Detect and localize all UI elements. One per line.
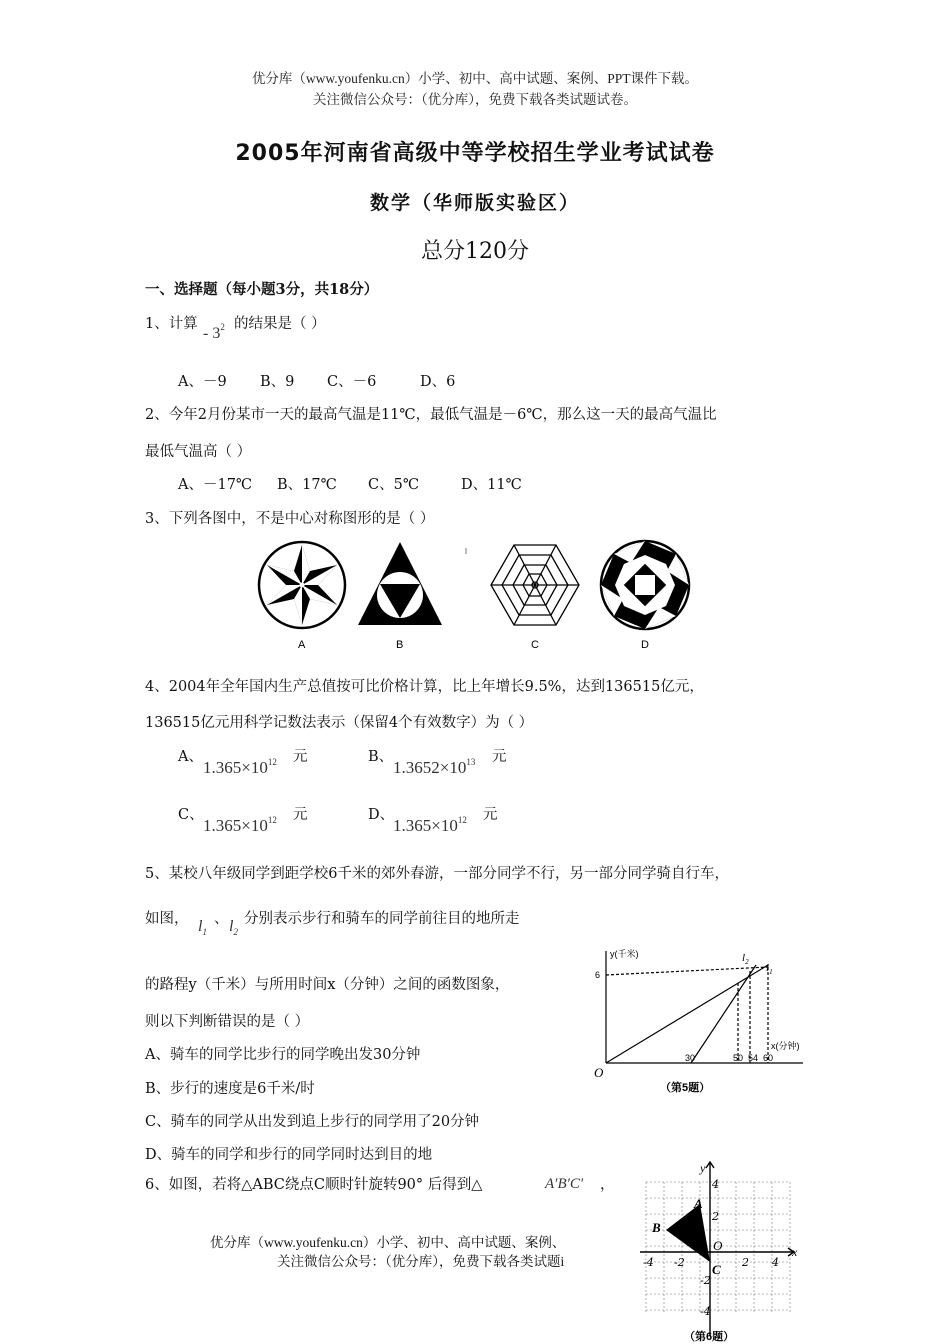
q3-figures xyxy=(250,535,700,655)
point-a-label: A xyxy=(694,1196,703,1211)
q5-line-1: 5、某校八年级同学到距学校6千米的郊外春游，一部分同学不行，另一部分同学骑自行车， xyxy=(145,866,729,882)
figure-b-label: B xyxy=(396,639,404,651)
q5-line-2-pre: 如图， xyxy=(145,911,189,927)
point-b-label: B xyxy=(652,1220,661,1235)
q5-caption: （第5题） xyxy=(660,1082,711,1094)
y-tick-neg2: -2 xyxy=(700,1274,711,1287)
q1-stem-after: 的结果是（ ） xyxy=(234,316,326,332)
y-tick-2: 2 xyxy=(712,1210,719,1223)
figure-d-label: D xyxy=(641,639,649,651)
y-tick-neg4: -4 xyxy=(700,1305,711,1318)
q6-prime-triangle: A′B′C′ xyxy=(545,1176,584,1192)
q4-line-1: 4、2004年全年国内生产总值按可比价格计算，比上年增长9.5%，达到136515亿元， xyxy=(145,679,704,695)
header-line-1: 优分库（www.youfenku.cn）小学、初中、高中试题、案例、PPT课件下载。 xyxy=(251,71,699,86)
q5-separator: 、 xyxy=(214,911,229,927)
q6-caption: （第6题） xyxy=(684,1331,735,1343)
l1-label: $l_1$ xyxy=(766,962,773,976)
x-tick-50: 50 xyxy=(733,1053,744,1063)
exam-title: 2005年河南省高级中等学校招生学业考试试卷 xyxy=(235,141,715,166)
q2-line-2: 最低气温高（ ） xyxy=(145,444,252,460)
q5-line-3: 的路程y（千米）与所用时间x（分钟）之间的函数图象， xyxy=(145,977,510,993)
x-tick-60: 60 xyxy=(763,1053,774,1063)
figure-c-label: C xyxy=(531,639,539,651)
exam-subtitle: 数学（华师版实验区） xyxy=(369,192,580,214)
x-label: x xyxy=(792,1245,798,1259)
q2-option-b: B、17℃ xyxy=(277,477,337,493)
q5-line-2-post: 分别表示步行和骑车的同学前往目的地所走 xyxy=(244,911,520,927)
q5-option-b: B、步行的速度是6千米/时 xyxy=(145,1081,315,1097)
q1-option-b: B、9 xyxy=(260,374,295,390)
q1-option-d: D、6 xyxy=(420,374,456,390)
y-label: y xyxy=(700,1161,706,1175)
q6-grid-figure xyxy=(638,1158,800,1344)
line-l2 xyxy=(691,965,759,1063)
l2-label: $l_2$ xyxy=(742,952,749,966)
total-score: 总分120分 xyxy=(421,239,529,264)
q1-expression: - $3^2$ xyxy=(203,322,225,342)
q2-option-d: D、11℃ xyxy=(461,477,522,493)
figure-a-label: A xyxy=(298,639,306,651)
dash-y6 xyxy=(606,967,768,975)
q2-line-1: 2、今年2月份某市一天的最高气温是11℃，最低气温是－6℃，那么这一天的最高气温比 xyxy=(145,407,717,423)
y-tick-4: 4 xyxy=(712,1178,719,1191)
q5-l1-symbol: $l_1$ xyxy=(198,918,207,937)
q3-stem: 3、下列各图中，不是中心对称图形的是（ ） xyxy=(145,511,435,527)
q6-stem-end: ， xyxy=(600,1177,615,1193)
section-heading: 一、选择题（每小题3分，共18分） xyxy=(145,281,379,298)
y-tick-6: 6 xyxy=(595,970,601,980)
q2-option-a: A、－17℃ xyxy=(178,477,253,493)
q5-line-4: 则以下判断错误的是（ ） xyxy=(145,1014,310,1030)
triangle-abc xyxy=(666,1204,710,1262)
x-tick-4: 4 xyxy=(772,1256,779,1269)
footer-line-2: 关注微信公众号：（优分库），免费下载各类试题i xyxy=(277,1250,564,1270)
q5-graph xyxy=(588,945,818,1095)
q1-option-c: C、－6 xyxy=(327,374,377,390)
header-line-2: 关注微信公众号：（优分库），免费下载各类试题试卷。 xyxy=(313,92,637,107)
q5-option-d: D、骑车的同学和步行的同学同时达到目的地 xyxy=(145,1147,433,1163)
q2-option-c: C、5℃ xyxy=(368,477,420,493)
x-tick-neg4: -4 xyxy=(643,1256,654,1269)
q5-option-a: A、骑车的同学比步行的同学晚出发30分钟 xyxy=(145,1047,421,1063)
q4-line-2: 136515亿元用科学记数法表示（保留4个有效数字）为（ ） xyxy=(145,715,534,731)
x-tick-30: 30 xyxy=(685,1053,696,1063)
q5-l2-symbol: $l_2$ xyxy=(229,918,238,937)
x-tick-neg2: -2 xyxy=(674,1256,685,1269)
figure-d-octagram-icon xyxy=(601,541,689,629)
y-axis-label: y(千米) xyxy=(610,949,639,959)
origin-label: O xyxy=(594,1065,604,1080)
x-axis-label: x(分钟) xyxy=(771,1041,800,1051)
q5-option-c: C、骑车的同学从出发到追上步行的同学用了20分钟 xyxy=(145,1114,480,1130)
x-tick-54: 54 xyxy=(748,1053,759,1063)
figure-b-triangle-icon xyxy=(358,542,442,625)
q6-stem: 6、如图，若将△ABC绕点C顺时针旋转90° 后得到△ xyxy=(145,1177,483,1193)
origin-label: O xyxy=(713,1238,723,1253)
line-l1 xyxy=(606,965,768,1063)
q1-stem: 1、计算 xyxy=(145,316,198,332)
figure-a-star-icon xyxy=(259,542,345,628)
footer-line-1: 优分库（www.youfenku.cn）小学、初中、高中试题、案例、 xyxy=(210,1231,565,1251)
q1-option-a: A、－9 xyxy=(178,374,227,390)
point-c-label: C xyxy=(712,1262,721,1277)
x-tick-2: 2 xyxy=(742,1256,749,1269)
figure-c-hexagon-web-icon xyxy=(491,545,579,625)
